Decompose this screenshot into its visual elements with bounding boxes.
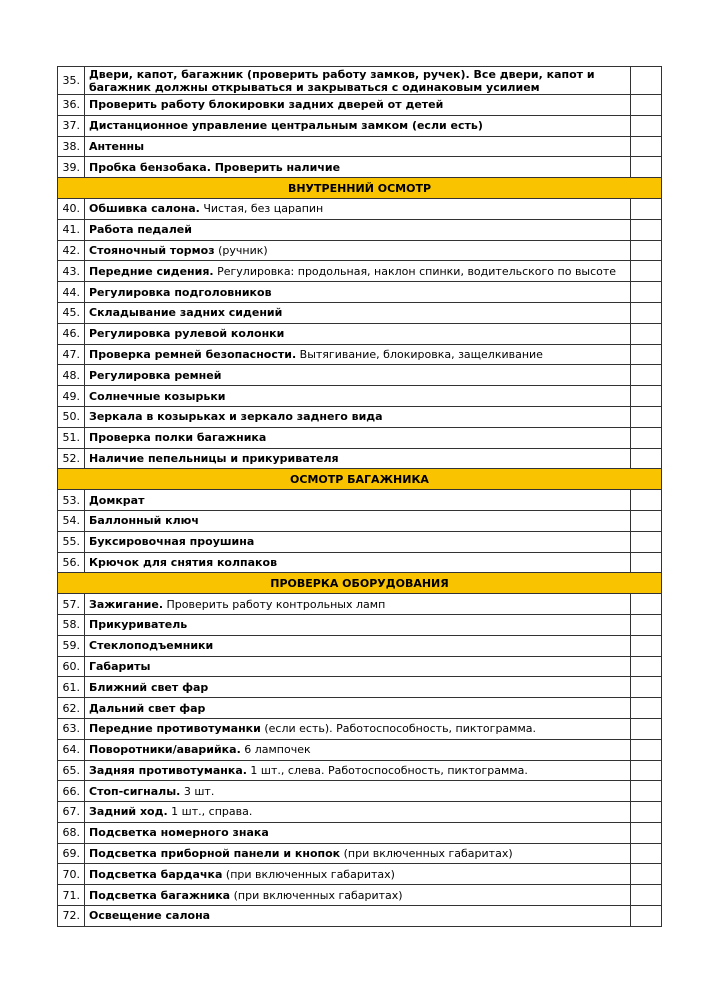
item-title: Двери, капот, багажник (проверить работу замков, ручек). Все двери, капот и багажник должны открываться и закрываться с одинаковым усилием <box>89 67 595 94</box>
item-title: Дистанционное управление центральным замком (если есть) <box>89 119 483 133</box>
item-description <box>85 95 631 116</box>
check-cell[interactable] <box>631 323 662 344</box>
checklist-row <box>58 739 662 760</box>
item-number: 49. <box>58 386 85 407</box>
item-title: Стоп-сигналы. <box>89 784 181 798</box>
check-cell[interactable] <box>631 240 662 261</box>
checklist-row <box>58 656 662 677</box>
item-title: Буксировочная проушина <box>89 535 255 549</box>
item-note: (при включенных габаритах) <box>222 867 395 881</box>
item-description <box>85 531 631 552</box>
item-title: Освещение салона <box>89 909 211 923</box>
item-description <box>85 157 631 178</box>
checklist-row <box>58 677 662 698</box>
item-title: Подсветка бардачка <box>89 867 223 881</box>
item-number: 59. <box>58 635 85 656</box>
check-cell[interactable] <box>631 365 662 386</box>
check-cell[interactable] <box>631 115 662 136</box>
item-title: Задний ход. <box>89 805 168 819</box>
check-cell[interactable] <box>631 614 662 635</box>
item-title: Солнечные козырьки <box>89 389 226 403</box>
checklist-row <box>58 365 662 386</box>
item-title: Задняя противотуманка. <box>89 763 247 777</box>
item-description <box>85 614 631 635</box>
item-number: 70. <box>58 864 85 885</box>
item-description <box>85 240 631 261</box>
item-description <box>85 802 631 823</box>
item-description <box>85 864 631 885</box>
checklist-row <box>58 344 662 365</box>
item-description <box>85 718 631 739</box>
item-number: 65. <box>58 760 85 781</box>
item-description <box>85 594 631 615</box>
check-cell[interactable] <box>631 698 662 719</box>
check-cell[interactable] <box>631 594 662 615</box>
item-title: Стеклоподъемники <box>89 639 214 653</box>
check-cell[interactable] <box>631 822 662 843</box>
item-note: Вытягивание, блокировка, защелкивание <box>296 347 543 361</box>
checklist-body <box>58 67 662 927</box>
item-title: Проверка ремней безопасности. <box>89 347 297 361</box>
item-title: Домкрат <box>89 493 145 507</box>
item-description <box>85 386 631 407</box>
item-number: 60. <box>58 656 85 677</box>
item-number: 68. <box>58 822 85 843</box>
check-cell[interactable] <box>631 157 662 178</box>
item-description <box>85 635 631 656</box>
item-title: Проверить работу блокировки задних дверей от детей <box>89 98 444 112</box>
checklist-row <box>58 864 662 885</box>
check-cell[interactable] <box>631 677 662 698</box>
item-description <box>85 219 631 240</box>
checklist-row <box>58 261 662 282</box>
item-description <box>85 261 631 282</box>
check-cell[interactable] <box>631 760 662 781</box>
item-note: Чистая, без царапин <box>199 202 324 216</box>
item-description <box>85 760 631 781</box>
checklist-row <box>58 198 662 219</box>
check-cell[interactable] <box>631 906 662 927</box>
check-cell[interactable] <box>631 864 662 885</box>
item-number: 43. <box>58 261 85 282</box>
item-number: 40. <box>58 198 85 219</box>
checklist-row <box>58 822 662 843</box>
check-cell[interactable] <box>631 136 662 157</box>
item-number: 52. <box>58 448 85 469</box>
checklist-row <box>58 594 662 615</box>
check-cell[interactable] <box>631 282 662 303</box>
checklist-row <box>58 718 662 739</box>
item-number: 37. <box>58 115 85 136</box>
item-number: 63. <box>58 718 85 739</box>
check-cell[interactable] <box>631 843 662 864</box>
item-number: 51. <box>58 427 85 448</box>
item-number: 44. <box>58 282 85 303</box>
item-number: 69. <box>58 843 85 864</box>
checklist-row <box>58 760 662 781</box>
checklist-row <box>58 510 662 531</box>
item-title: Крючок для снятия колпаков <box>89 555 278 569</box>
item-number: 57. <box>58 594 85 615</box>
item-title: Габариты <box>89 659 151 673</box>
section-title: ПРОВЕРКА ОБОРУДОВАНИЯ <box>58 573 662 594</box>
item-note: 1 шт., справа. <box>167 805 253 819</box>
check-cell[interactable] <box>631 635 662 656</box>
check-cell[interactable] <box>631 406 662 427</box>
item-title: Передние противотуманки <box>89 722 261 736</box>
item-title: Регулировка рулевой колонки <box>89 327 285 341</box>
check-cell[interactable] <box>631 885 662 906</box>
item-number: 47. <box>58 344 85 365</box>
item-number: 71. <box>58 885 85 906</box>
check-cell[interactable] <box>631 448 662 469</box>
item-number: 64. <box>58 739 85 760</box>
section-header <box>58 573 662 594</box>
item-description <box>85 843 631 864</box>
checklist-table <box>57 66 662 927</box>
item-description <box>85 198 631 219</box>
check-cell[interactable] <box>631 198 662 219</box>
item-number: 42. <box>58 240 85 261</box>
check-cell[interactable] <box>631 739 662 760</box>
item-title: Поворотники/аварийка. <box>89 743 241 757</box>
item-description <box>85 406 631 427</box>
item-title: Ближний свет фар <box>89 680 209 694</box>
item-description <box>85 698 631 719</box>
item-number: 67. <box>58 802 85 823</box>
item-number: 62. <box>58 698 85 719</box>
item-title: Регулировка ремней <box>89 368 222 382</box>
check-cell[interactable] <box>631 67 662 95</box>
checklist-row <box>58 67 662 95</box>
item-title: Складывание задних сидений <box>89 306 283 320</box>
checklist-row <box>58 698 662 719</box>
item-description <box>85 344 631 365</box>
check-cell[interactable] <box>631 219 662 240</box>
item-title: Обшивка салона. <box>89 202 200 216</box>
item-title: Дальний свет фар <box>89 701 206 715</box>
checklist-row <box>58 635 662 656</box>
item-description <box>85 906 631 927</box>
checklist-row <box>58 490 662 511</box>
item-description <box>85 552 631 573</box>
check-cell[interactable] <box>631 510 662 531</box>
item-number: 46. <box>58 323 85 344</box>
item-description <box>85 136 631 157</box>
item-title: Подсветка номерного знака <box>89 826 269 840</box>
item-description <box>85 739 631 760</box>
item-number: 55. <box>58 531 85 552</box>
section-title: ВНУТРЕННИЙ ОСМОТР <box>58 178 662 199</box>
section-title: ОСМОТР БАГАЖНИКА <box>58 469 662 490</box>
item-description <box>85 323 631 344</box>
item-title: Баллонный ключ <box>89 514 199 528</box>
item-note: (при включенных габаритах) <box>340 847 513 861</box>
item-description <box>85 427 631 448</box>
item-description <box>85 448 631 469</box>
check-cell[interactable] <box>631 802 662 823</box>
item-note: (ручник) <box>214 243 268 257</box>
item-description <box>85 781 631 802</box>
item-title: Прикуриватель <box>89 618 188 632</box>
check-cell[interactable] <box>631 261 662 282</box>
item-title: Подсветка багажника <box>89 888 231 902</box>
item-description <box>85 490 631 511</box>
item-description <box>85 67 631 95</box>
item-note: Регулировка: продольная, наклон спинки, водительского по высоте <box>213 264 617 278</box>
check-cell[interactable] <box>631 656 662 677</box>
check-cell[interactable] <box>631 552 662 573</box>
item-description <box>85 822 631 843</box>
checklist-row <box>58 531 662 552</box>
item-title: Зеркала в козырьках и зеркало заднего вида <box>89 410 383 424</box>
check-cell[interactable] <box>631 531 662 552</box>
item-description <box>85 656 631 677</box>
checklist-row <box>58 219 662 240</box>
item-title: Пробка бензобака. Проверить наличие <box>89 160 341 174</box>
checklist-row <box>58 95 662 116</box>
checklist-row <box>58 802 662 823</box>
item-description <box>85 885 631 906</box>
checklist-row <box>58 552 662 573</box>
checklist-row <box>58 323 662 344</box>
item-description <box>85 365 631 386</box>
check-cell[interactable] <box>631 302 662 323</box>
item-number: 38. <box>58 136 85 157</box>
item-title: Зажигание. <box>89 597 164 611</box>
item-number: 50. <box>58 406 85 427</box>
item-title: Антенны <box>89 139 145 153</box>
item-description <box>85 302 631 323</box>
checklist-row <box>58 885 662 906</box>
item-title: Наличие пепельницы и прикуривателя <box>89 451 339 465</box>
item-title: Проверка полки багажника <box>89 431 267 445</box>
section-header <box>58 178 662 199</box>
checklist-row <box>58 157 662 178</box>
item-title: Стояночный тормоз <box>89 243 215 257</box>
item-title: Подсветка приборной панели и кнопок <box>89 847 341 861</box>
item-note: 3 шт. <box>180 784 215 798</box>
item-note: (при включенных габаритах) <box>230 888 403 902</box>
item-number: 61. <box>58 677 85 698</box>
item-number: 58. <box>58 614 85 635</box>
check-cell[interactable] <box>631 344 662 365</box>
checklist-row <box>58 406 662 427</box>
item-title: Работа педалей <box>89 223 192 237</box>
item-title: Передние сидения. <box>89 264 214 278</box>
item-title: Регулировка подголовников <box>89 285 272 299</box>
checklist-row <box>58 115 662 136</box>
item-description <box>85 282 631 303</box>
checklist-row <box>58 843 662 864</box>
item-number: 56. <box>58 552 85 573</box>
item-note: (если есть). Работоспособность, пиктограмма. <box>260 722 536 736</box>
checklist-row <box>58 614 662 635</box>
checklist-row <box>58 302 662 323</box>
item-note: Проверить работу контрольных ламп <box>163 597 386 611</box>
check-cell[interactable] <box>631 427 662 448</box>
item-number: 48. <box>58 365 85 386</box>
checklist-row <box>58 240 662 261</box>
item-description <box>85 115 631 136</box>
checklist-row <box>58 448 662 469</box>
item-note: 1 шт., слева. Работоспособность, пиктограмма. <box>246 763 528 777</box>
item-description <box>85 677 631 698</box>
check-cell[interactable] <box>631 95 662 116</box>
checklist-row <box>58 781 662 802</box>
item-number: 72. <box>58 906 85 927</box>
item-number: 45. <box>58 302 85 323</box>
check-cell[interactable] <box>631 718 662 739</box>
check-cell[interactable] <box>631 386 662 407</box>
item-number: 41. <box>58 219 85 240</box>
item-number: 35. <box>58 67 85 95</box>
item-number: 54. <box>58 510 85 531</box>
item-number: 39. <box>58 157 85 178</box>
checklist-row <box>58 386 662 407</box>
section-header <box>58 469 662 490</box>
item-description <box>85 510 631 531</box>
checklist-row <box>58 427 662 448</box>
item-number: 66. <box>58 781 85 802</box>
checklist-row <box>58 282 662 303</box>
item-number: 53. <box>58 490 85 511</box>
check-cell[interactable] <box>631 781 662 802</box>
checklist-row <box>58 136 662 157</box>
check-cell[interactable] <box>631 490 662 511</box>
item-number: 36. <box>58 95 85 116</box>
item-note: 6 лампочек <box>240 743 311 757</box>
checklist-row <box>58 906 662 927</box>
